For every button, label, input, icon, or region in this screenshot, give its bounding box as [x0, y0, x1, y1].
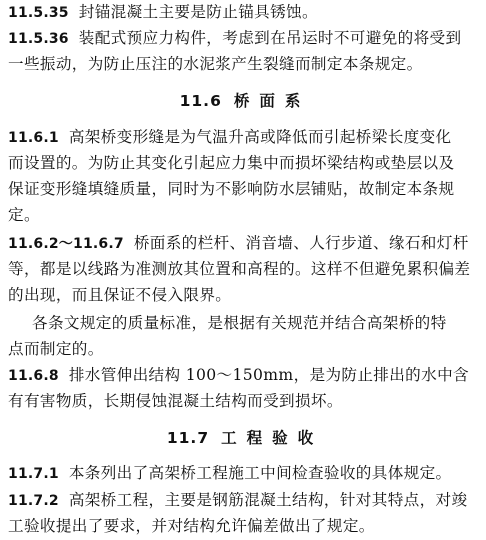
- section-number: 11.6: [179, 92, 222, 110]
- clause-11-5-35: [8, 1, 318, 23]
- clause-text-line: 保证变形缝填缝质量，同时为不影响防水层铺贴，故制定本条规: [8, 180, 455, 198]
- clause-number: 11.6.8: [8, 368, 59, 384]
- section-number: 11.7: [166, 429, 210, 447]
- clause-text: 排水管伸出结构 100～150mm，是为防止排出的水中含: [68, 366, 469, 384]
- clause-11-6-2-to-7: [8, 232, 469, 254]
- clause-text: 装配式预应力构件，考虑到在吊运时不可避免的将受到: [78, 29, 462, 47]
- clause-number: 11.7.2: [8, 493, 59, 509]
- clause-11-6-8: [8, 364, 469, 386]
- clause-text: 高架桥变形缝是为气温升高或降低而引起桥梁长度变化: [68, 128, 452, 146]
- section-title: 工程验收: [221, 429, 324, 447]
- clause-text-line: 等，都是以线路为准测放其位置和高程的。这样不但避免累积偏差: [8, 260, 471, 278]
- clause-11-5-36: [8, 27, 461, 49]
- clause-11-6-1: [8, 126, 451, 148]
- clause-11-7-1: [8, 462, 451, 484]
- clause-text: 封锚混凝土主要是防止锚具锈蚀。: [78, 3, 318, 21]
- clause-text-line: 工验收提出了要求，并对结构允许偏差做出了规定。: [8, 517, 375, 535]
- clause-text: 高架桥工程，主要是钢筋混凝土结构，针对其特点，对竣: [68, 491, 468, 509]
- clause-text-line: 各条文规定的质量标准，是根据有关规范并结合高架桥的特: [32, 314, 447, 332]
- clause-text-line: 而设置的。为防止其变化引起应力集中而损坏梁结构或垫层以及: [8, 154, 455, 172]
- clause-number: 11.7.1: [8, 466, 59, 482]
- section-heading-11-6: [8, 88, 482, 114]
- clause-11-7-2: [8, 489, 467, 511]
- clause-text: 桥面系的栏杆、消音墙、人行步道、缘石和灯杆: [133, 234, 469, 252]
- clause-number: 11.6.1: [8, 130, 59, 146]
- clause-number: 11.5.36: [8, 31, 69, 47]
- clause-text: 本条列出了高架桥工程施工中间检查验收的具体规定。: [68, 464, 452, 482]
- clause-number: 11.6.2～11.6.7: [8, 236, 124, 252]
- clause-text-line: 定。: [8, 206, 40, 224]
- clause-text-line: 有有害物质，长期侵蚀混凝土结构而受到损坏。: [8, 392, 343, 410]
- clause-text-line: 点而制定的。: [8, 340, 104, 358]
- section-heading-11-7: [8, 425, 482, 451]
- section-title: 桥面系: [233, 92, 311, 110]
- clause-text-line: 一些振动，为防止压注的水泥浆产生裂缝而制定本条规定。: [8, 55, 423, 73]
- clause-text-line: 的出现，而且保证不侵入限界。: [8, 286, 232, 304]
- clause-number: 11.5.35: [8, 5, 69, 21]
